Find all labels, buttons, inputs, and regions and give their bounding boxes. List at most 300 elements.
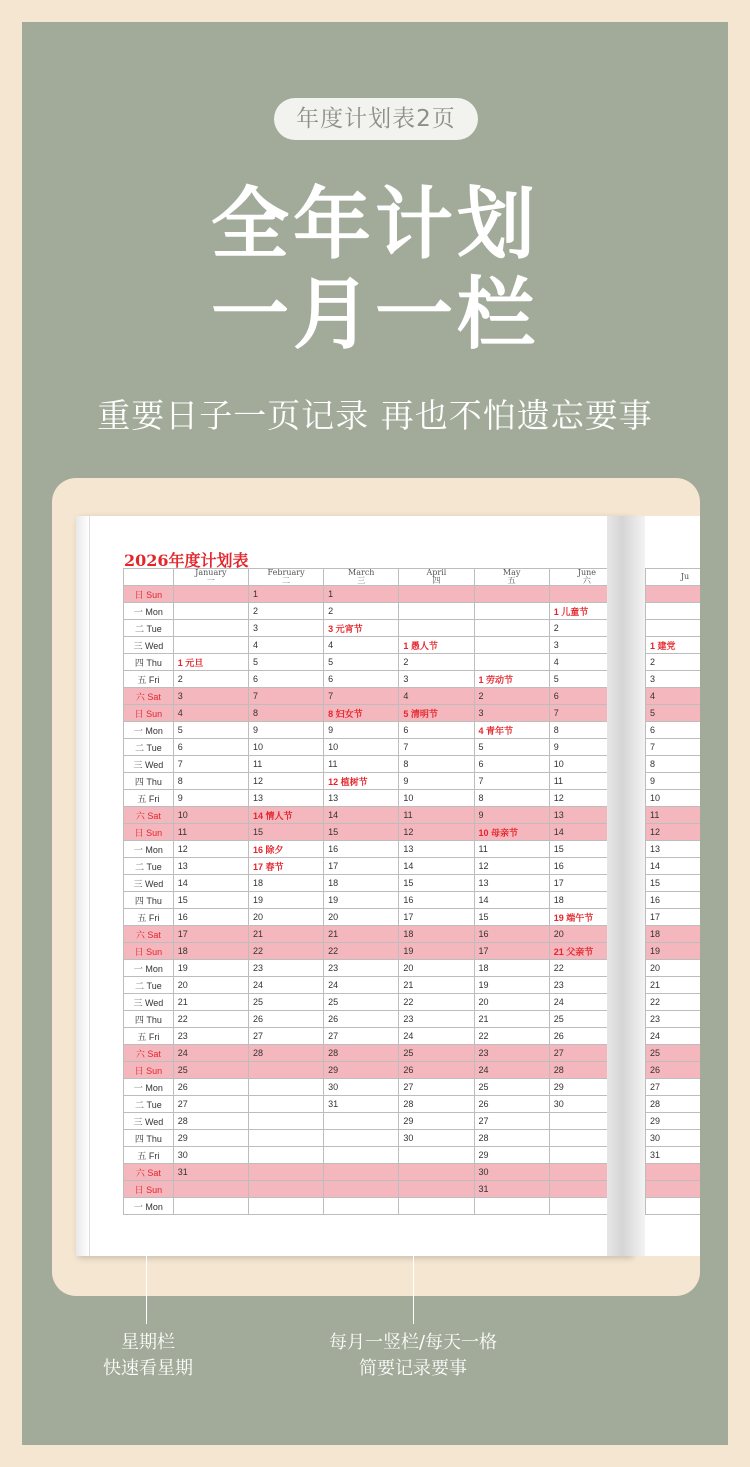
- day-cell: 16 除夕: [248, 841, 323, 858]
- calendar-row: [646, 620, 701, 637]
- day-cell: 11: [474, 841, 549, 858]
- calendar-row: [124, 586, 625, 603]
- weekday-cell: 二 Tue: [124, 739, 174, 756]
- day-cell: 19: [173, 960, 248, 977]
- day-cell: [646, 1198, 701, 1215]
- day-cell: 13: [248, 790, 323, 807]
- calendar-row: [124, 1113, 625, 1130]
- weekday-cell: 一 Mon: [124, 960, 174, 977]
- day-cell: [646, 1164, 701, 1181]
- caption-month-line1: 每月一竖栏/每天一格: [328, 1332, 498, 1353]
- day-cell: 13: [549, 807, 624, 824]
- day-cell: 1 建党: [646, 637, 701, 654]
- calendar-row: [124, 722, 625, 739]
- day-cell: 21: [324, 926, 399, 943]
- day-cell: 15: [324, 824, 399, 841]
- day-cell: 3: [248, 620, 323, 637]
- day-cell: 4 青年节: [474, 722, 549, 739]
- calendar-row: [646, 722, 701, 739]
- day-cell: 23: [399, 1011, 474, 1028]
- month-name: February: [267, 568, 305, 577]
- calendar-row: [124, 1045, 625, 1062]
- weekday-cell: 二 Tue: [124, 977, 174, 994]
- day-cell: 7: [474, 773, 549, 790]
- weekday-cell: 六 Sat: [124, 926, 174, 943]
- day-cell: 13: [399, 841, 474, 858]
- month-number-cn: 四: [432, 576, 441, 585]
- day-cell: 7: [399, 739, 474, 756]
- day-cell: 2: [474, 688, 549, 705]
- day-cell: 15: [173, 892, 248, 909]
- day-cell: 4: [399, 688, 474, 705]
- day-cell: 2: [646, 654, 701, 671]
- day-cell: 8: [173, 773, 248, 790]
- day-cell: 25: [248, 994, 323, 1011]
- next-month-header: Ju: [646, 569, 701, 586]
- calendar-row: [124, 943, 625, 960]
- calendar-row: [124, 688, 625, 705]
- day-cell: 2: [324, 603, 399, 620]
- day-cell: 19: [474, 977, 549, 994]
- day-cell: 12: [173, 841, 248, 858]
- book-gutter: [607, 516, 645, 1256]
- day-cell: 14: [324, 807, 399, 824]
- day-cell: 8: [474, 790, 549, 807]
- weekday-cell: 一 Mon: [124, 1198, 174, 1215]
- day-cell: 25: [173, 1062, 248, 1079]
- weekday-cell: 四 Thu: [124, 892, 174, 909]
- day-cell: 10: [324, 739, 399, 756]
- day-cell: 1: [324, 586, 399, 603]
- day-cell: 14: [549, 824, 624, 841]
- day-cell: 30: [549, 1096, 624, 1113]
- day-cell: 14 情人节: [248, 807, 323, 824]
- day-cell: 11: [549, 773, 624, 790]
- day-cell: 17 春节: [248, 858, 323, 875]
- calendar-row: [124, 790, 625, 807]
- weekday-cell: 二 Tue: [124, 858, 174, 875]
- calendar-row: [124, 705, 625, 722]
- subtitle: 重要日子一页记录 再也不怕遗忘要事: [97, 396, 653, 435]
- day-cell: 6: [646, 722, 701, 739]
- weekday-cell: 六 Sat: [124, 1164, 174, 1181]
- headline-line-1: 全年计划: [210, 180, 539, 270]
- guide-line-right: [413, 1228, 414, 1324]
- month-header: [173, 569, 248, 586]
- day-cell: 26: [399, 1062, 474, 1079]
- day-cell: [173, 637, 248, 654]
- day-cell: [646, 586, 701, 603]
- day-cell: 28: [248, 1045, 323, 1062]
- calendar-row: [646, 977, 701, 994]
- day-cell: 18: [324, 875, 399, 892]
- calendar-row: [124, 858, 625, 875]
- day-cell: [399, 603, 474, 620]
- calendar-row: [124, 1181, 625, 1198]
- day-cell: 31: [324, 1096, 399, 1113]
- day-cell: 8: [248, 705, 323, 722]
- day-cell: 24: [399, 1028, 474, 1045]
- calendar-row: [124, 773, 625, 790]
- day-cell: 23: [173, 1028, 248, 1045]
- day-cell: 18: [248, 875, 323, 892]
- day-cell: 7: [324, 688, 399, 705]
- day-cell: 21: [248, 926, 323, 943]
- calendar-row: [646, 1062, 701, 1079]
- day-cell: 15: [474, 909, 549, 926]
- day-cell: [324, 1198, 399, 1215]
- calendar-row: [124, 841, 625, 858]
- day-cell: 4: [248, 637, 323, 654]
- month-number-cn: 一: [206, 576, 215, 585]
- calendar-row: [124, 739, 625, 756]
- day-cell: 31: [173, 1164, 248, 1181]
- day-cell: 7: [646, 739, 701, 756]
- day-cell: 7: [173, 756, 248, 773]
- calendar-row: [646, 875, 701, 892]
- day-cell: 26: [646, 1062, 701, 1079]
- day-cell: 17: [399, 909, 474, 926]
- day-cell: 12: [646, 824, 701, 841]
- day-cell: 19: [399, 943, 474, 960]
- weekday-cell: 四 Thu: [124, 654, 174, 671]
- day-cell: 24: [646, 1028, 701, 1045]
- weekday-cell: 一 Mon: [124, 841, 174, 858]
- day-cell: 25: [474, 1079, 549, 1096]
- day-cell: 11: [173, 824, 248, 841]
- day-cell: 23: [248, 960, 323, 977]
- day-cell: [474, 654, 549, 671]
- day-cell: 22: [646, 994, 701, 1011]
- day-cell: 1 元旦: [173, 654, 248, 671]
- day-cell: 17: [646, 909, 701, 926]
- day-cell: 17: [173, 926, 248, 943]
- calendar-row: [124, 603, 625, 620]
- day-cell: 26: [474, 1096, 549, 1113]
- calendar-row: [646, 586, 701, 603]
- day-cell: 1 儿童节: [549, 603, 624, 620]
- caption-weekday-column: [86, 1330, 210, 1382]
- day-cell: 2: [248, 603, 323, 620]
- day-cell: [399, 586, 474, 603]
- day-cell: 8: [646, 756, 701, 773]
- day-cell: 9: [646, 773, 701, 790]
- calendar-row: [646, 1096, 701, 1113]
- day-cell: 21: [646, 977, 701, 994]
- day-cell: [248, 1096, 323, 1113]
- day-cell: 13: [324, 790, 399, 807]
- day-cell: [248, 1113, 323, 1130]
- day-cell: 20: [474, 994, 549, 1011]
- day-cell: 12: [549, 790, 624, 807]
- day-cell: 10: [646, 790, 701, 807]
- header-corner: [124, 569, 174, 586]
- day-cell: 27: [549, 1045, 624, 1062]
- day-cell: 22: [248, 943, 323, 960]
- weekday-cell: 四 Thu: [124, 1130, 174, 1147]
- month-name: June: [577, 568, 596, 577]
- day-cell: 6: [399, 722, 474, 739]
- calendar-row: [124, 1130, 625, 1147]
- day-cell: [399, 620, 474, 637]
- planner-page-left: [76, 516, 631, 1256]
- day-cell: 2: [399, 654, 474, 671]
- day-cell: 16: [399, 892, 474, 909]
- day-cell: 30: [474, 1164, 549, 1181]
- day-cell: 5: [173, 722, 248, 739]
- calendar-row: [124, 977, 625, 994]
- calendar-row: [124, 1028, 625, 1045]
- day-cell: 10: [248, 739, 323, 756]
- weekday-cell: 二 Tue: [124, 1096, 174, 1113]
- day-cell: 11: [248, 756, 323, 773]
- weekday-cell: 日 Sun: [124, 1181, 174, 1198]
- day-cell: 15: [399, 875, 474, 892]
- day-cell: 28: [173, 1113, 248, 1130]
- day-cell: [646, 1181, 701, 1198]
- day-cell: 4: [646, 688, 701, 705]
- day-cell: 9: [399, 773, 474, 790]
- day-cell: 26: [549, 1028, 624, 1045]
- day-cell: 26: [248, 1011, 323, 1028]
- day-cell: 6: [248, 671, 323, 688]
- caption-weekday-line2: 快速看星期: [103, 1358, 193, 1379]
- month-name: March: [348, 568, 375, 577]
- calendar-row: [646, 824, 701, 841]
- day-cell: 11: [399, 807, 474, 824]
- weekday-cell: 四 Thu: [124, 773, 174, 790]
- day-cell: 27: [646, 1079, 701, 1096]
- day-cell: 29: [474, 1147, 549, 1164]
- day-cell: 18: [646, 926, 701, 943]
- day-cell: 5: [474, 739, 549, 756]
- day-cell: 11: [646, 807, 701, 824]
- day-cell: [474, 1198, 549, 1215]
- calendar-row: [124, 1198, 625, 1215]
- day-cell: 29: [399, 1113, 474, 1130]
- calendar-row: [124, 807, 625, 824]
- day-cell: 29: [549, 1079, 624, 1096]
- calendar-row: [646, 892, 701, 909]
- day-cell: 12 植树节: [324, 773, 399, 790]
- weekday-cell: 三 Wed: [124, 1113, 174, 1130]
- day-cell: 24: [173, 1045, 248, 1062]
- day-cell: 6: [173, 739, 248, 756]
- day-cell: 19: [324, 892, 399, 909]
- day-cell: 20: [324, 909, 399, 926]
- day-cell: 3: [399, 671, 474, 688]
- day-cell: 31: [474, 1181, 549, 1198]
- day-cell: 21 父亲节: [549, 943, 624, 960]
- calendar-row: [124, 1096, 625, 1113]
- day-cell: 23: [549, 977, 624, 994]
- month-header: [399, 569, 474, 586]
- day-cell: 24: [248, 977, 323, 994]
- day-cell: [474, 620, 549, 637]
- calendar-row: [646, 994, 701, 1011]
- calendar-row: [646, 773, 701, 790]
- day-cell: 19: [646, 943, 701, 960]
- weekday-cell: 五 Fri: [124, 790, 174, 807]
- day-cell: 22: [549, 960, 624, 977]
- day-cell: 6: [324, 671, 399, 688]
- day-cell: 3: [646, 671, 701, 688]
- month-name: May: [502, 568, 521, 577]
- day-cell: 18: [399, 926, 474, 943]
- day-cell: 18: [549, 892, 624, 909]
- day-cell: 13: [646, 841, 701, 858]
- day-cell: [248, 1062, 323, 1079]
- weekday-cell: 日 Sun: [124, 943, 174, 960]
- day-cell: [399, 1147, 474, 1164]
- weekday-cell: 三 Wed: [124, 994, 174, 1011]
- calendar-row: [124, 1079, 625, 1096]
- weekday-cell: 三 Wed: [124, 637, 174, 654]
- day-cell: 22: [474, 1028, 549, 1045]
- calendar-row: [124, 892, 625, 909]
- weekday-cell: 一 Mon: [124, 603, 174, 620]
- calendar-row: [124, 620, 625, 637]
- day-cell: [173, 1198, 248, 1215]
- day-cell: 12: [248, 773, 323, 790]
- day-cell: 17: [324, 858, 399, 875]
- day-cell: [399, 1164, 474, 1181]
- calendar-row: [124, 1062, 625, 1079]
- month-header: [474, 569, 549, 586]
- day-cell: 1 愚人节: [399, 637, 474, 654]
- calendar-row: [646, 1147, 701, 1164]
- day-cell: 20: [549, 926, 624, 943]
- weekday-cell: 六 Sat: [124, 688, 174, 705]
- weekday-cell: 日 Sun: [124, 1062, 174, 1079]
- day-cell: 11: [324, 756, 399, 773]
- day-cell: [399, 1198, 474, 1215]
- caption-month-line2: 简要记录要事: [359, 1358, 467, 1379]
- day-cell: 25: [646, 1045, 701, 1062]
- day-cell: 28: [474, 1130, 549, 1147]
- weekday-cell: 六 Sat: [124, 1045, 174, 1062]
- weekday-cell: 一 Mon: [124, 722, 174, 739]
- calendar-row: [646, 654, 701, 671]
- calendar-row: [124, 1147, 625, 1164]
- day-cell: [324, 1181, 399, 1198]
- day-cell: 9: [173, 790, 248, 807]
- calendar-row: [646, 1079, 701, 1096]
- day-cell: 27: [248, 1028, 323, 1045]
- day-cell: [324, 1113, 399, 1130]
- day-cell: 13: [173, 858, 248, 875]
- day-cell: 30: [173, 1147, 248, 1164]
- day-cell: 15: [248, 824, 323, 841]
- weekday-cell: 三 Wed: [124, 875, 174, 892]
- day-cell: [474, 637, 549, 654]
- calendar-row: [124, 637, 625, 654]
- day-cell: 28: [549, 1062, 624, 1079]
- month-number-cn: 六: [582, 576, 591, 585]
- calendar-row: [124, 960, 625, 977]
- calendar-row: [646, 1028, 701, 1045]
- calendar-row: [124, 1164, 625, 1181]
- calendar-row: [646, 705, 701, 722]
- day-cell: 31: [646, 1147, 701, 1164]
- guide-line-left: [146, 1228, 147, 1324]
- calendar-row: [124, 994, 625, 1011]
- day-cell: 17: [549, 875, 624, 892]
- day-cell: [248, 1130, 323, 1147]
- day-cell: 16: [474, 926, 549, 943]
- day-cell: 9: [248, 722, 323, 739]
- calendar-row: [646, 909, 701, 926]
- weekday-cell: 日 Sun: [124, 586, 174, 603]
- day-cell: 14: [646, 858, 701, 875]
- month-number-cn: 五: [507, 576, 516, 585]
- calendar-row: [646, 671, 701, 688]
- day-cell: 21: [474, 1011, 549, 1028]
- calendar-row: [124, 824, 625, 841]
- calendar-row: [646, 603, 701, 620]
- day-cell: 23: [324, 960, 399, 977]
- day-cell: 2: [173, 671, 248, 688]
- day-cell: 9: [324, 722, 399, 739]
- calendar-row: [124, 909, 625, 926]
- calendar-row: [124, 671, 625, 688]
- day-cell: 9: [549, 739, 624, 756]
- day-cell: [173, 603, 248, 620]
- caption-weekday-line1: 星期栏: [121, 1332, 175, 1353]
- calendar-row: [646, 739, 701, 756]
- day-cell: 5: [324, 654, 399, 671]
- caption-month-column: [308, 1330, 518, 1382]
- day-cell: 24: [324, 977, 399, 994]
- month-header: [324, 569, 399, 586]
- day-cell: [474, 586, 549, 603]
- weekday-cell: 三 Wed: [124, 756, 174, 773]
- calendar-row: [646, 943, 701, 960]
- day-cell: [248, 1181, 323, 1198]
- day-cell: [248, 1198, 323, 1215]
- day-cell: 28: [324, 1045, 399, 1062]
- calendar-row: [646, 1181, 701, 1198]
- month-name: January: [195, 568, 227, 577]
- planner-title: 2026年度计划表: [124, 551, 249, 570]
- day-cell: 13: [474, 875, 549, 892]
- day-cell: 20: [248, 909, 323, 926]
- day-cell: 27: [474, 1113, 549, 1130]
- day-cell: 28: [646, 1096, 701, 1113]
- day-cell: [474, 603, 549, 620]
- weekday-cell: 六 Sat: [124, 807, 174, 824]
- day-cell: 30: [646, 1130, 701, 1147]
- calendar-row: [646, 858, 701, 875]
- page-edge: [76, 516, 90, 1256]
- day-cell: 16: [173, 909, 248, 926]
- calendar-row: [124, 756, 625, 773]
- day-cell: [399, 1181, 474, 1198]
- day-cell: 16: [324, 841, 399, 858]
- day-cell: 26: [324, 1011, 399, 1028]
- day-cell: 15: [549, 841, 624, 858]
- day-cell: 5: [248, 654, 323, 671]
- day-cell: 8 妇女节: [324, 705, 399, 722]
- weekday-cell: 五 Fri: [124, 671, 174, 688]
- day-cell: 25: [549, 1011, 624, 1028]
- day-cell: [248, 1147, 323, 1164]
- day-cell: 23: [646, 1011, 701, 1028]
- day-cell: 6: [549, 688, 624, 705]
- calendar-table: [123, 568, 625, 1215]
- calendar-row: [646, 1011, 701, 1028]
- calendar-row: [646, 1130, 701, 1147]
